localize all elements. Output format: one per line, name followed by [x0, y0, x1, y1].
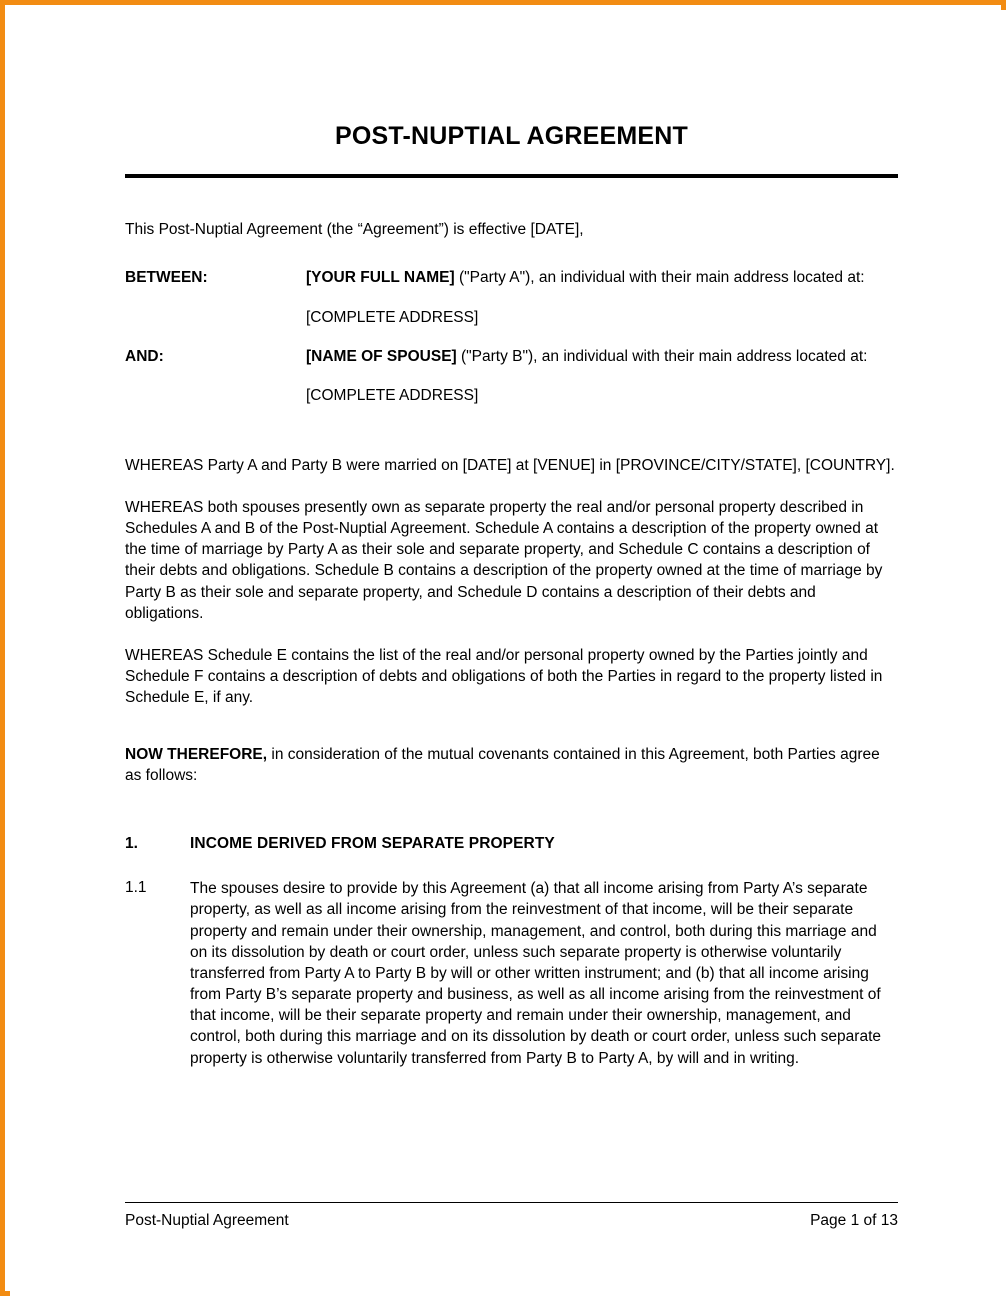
section-1-number: 1.: [125, 834, 138, 852]
recital-paragraph-2: WHEREAS both spouses presently own as separate property the real and/or personal property described in Schedules A and B of the Post-Nuptial Agreement. Schedule A contains a description of the property owned at the time of marriage by Party A as their sole and separate property, and Schedule C contains a description of their debts and obligations. Schedule B contains a description of the property owned at the time of marriage by Party B as their sole and separate property, and Schedule D contains a description of their debts and obligations.: [125, 498, 883, 622]
party-a-description: [306, 268, 898, 289]
clause-1-1-text: The spouses desire to provide by this Agreement (a) that all income arising from Party A’s separate property, as well as all income arising from the reinvestment of that income, will be their separate property and remain under their ownership, management, and control, both during this marriage and on its dissolution by death or court order, unless such separate property is otherwise voluntarily transferred from Party A to Party B by will or other written instrument; and (b) that all income arising from Party B’s separate property and business, as well as all income arising from the reinvestment of that income, will be their separate property and remain under their ownership, management, and control, both during this marriage and on its dissolution by death or court order, unless such separate property is otherwise voluntarily transferred from Party B to Party A, by will and in writing.: [190, 880, 882, 1067]
document-page: [10, 10, 1006, 1296]
section-1: [125, 787, 898, 1069]
clause-1-1-row: [125, 854, 898, 1068]
section-1-heading-row: [125, 834, 898, 855]
footer-page-indicator: Page 1 of 13: [810, 1212, 898, 1229]
party-a-address-spacer: [125, 308, 306, 329]
party-b-row: [125, 329, 898, 368]
party-b-address-spacer: [125, 386, 306, 407]
parties-block: [125, 239, 898, 406]
party-a-description-text: ("Party A"), an individual with their main address located at:: [454, 269, 865, 287]
section-1-heading: INCOME DERIVED FROM SEPARATE PROPERTY: [190, 834, 555, 852]
page-title: POST-NUPTIAL AGREEMENT: [334, 122, 689, 150]
now-therefore-paragraph: [125, 708, 898, 786]
party-a-address: [COMPLETE ADDRESS]: [306, 308, 479, 326]
footer-document-name: Post-Nuptial Agreement: [125, 1212, 289, 1229]
party-a-row: [125, 268, 898, 289]
recital-paragraph-3: WHEREAS Schedule E contains the list of the real and/or personal property owned by the Parties jointly and Schedule F contains a description of debts and obligations of both the Parties in regard to the property listed in Schedule E, if any.: [125, 646, 883, 707]
document-body: [125, 10, 898, 1069]
now-therefore-text: in consideration of the mutual covenants contained in this Agreement, both Parties agree as follows:: [125, 746, 880, 785]
recital-paragraph-1: WHEREAS Party A and Party B were married on [DATE] at [VENUE] in [PROVINCE/CITY/STATE], [COUNTRY].: [125, 456, 895, 474]
party-a-name: [YOUR FULL NAME]: [306, 269, 455, 287]
party-b-address: [COMPLETE ADDRESS]: [306, 387, 479, 405]
page-footer: [125, 1202, 898, 1231]
recitals-block: [125, 407, 898, 709]
effective-date-statement: This Post-Nuptial Agreement (the “Agreement”) is effective [DATE],: [125, 220, 584, 238]
party-b-name: [NAME OF SPOUSE]: [306, 347, 457, 365]
now-therefore-lead: NOW THEREFORE,: [125, 746, 268, 764]
party-b-label: AND:: [125, 347, 164, 365]
party-b-address-row: [125, 367, 898, 407]
party-b-description-text: ("Party B"), an individual with their main address located at:: [456, 347, 868, 365]
party-a-label: BETWEEN:: [125, 269, 208, 287]
party-a-address-row: [125, 289, 898, 329]
footer-content: [125, 1203, 898, 1231]
clause-1-1-number: 1.1: [125, 879, 147, 897]
party-b-description: [306, 347, 898, 368]
